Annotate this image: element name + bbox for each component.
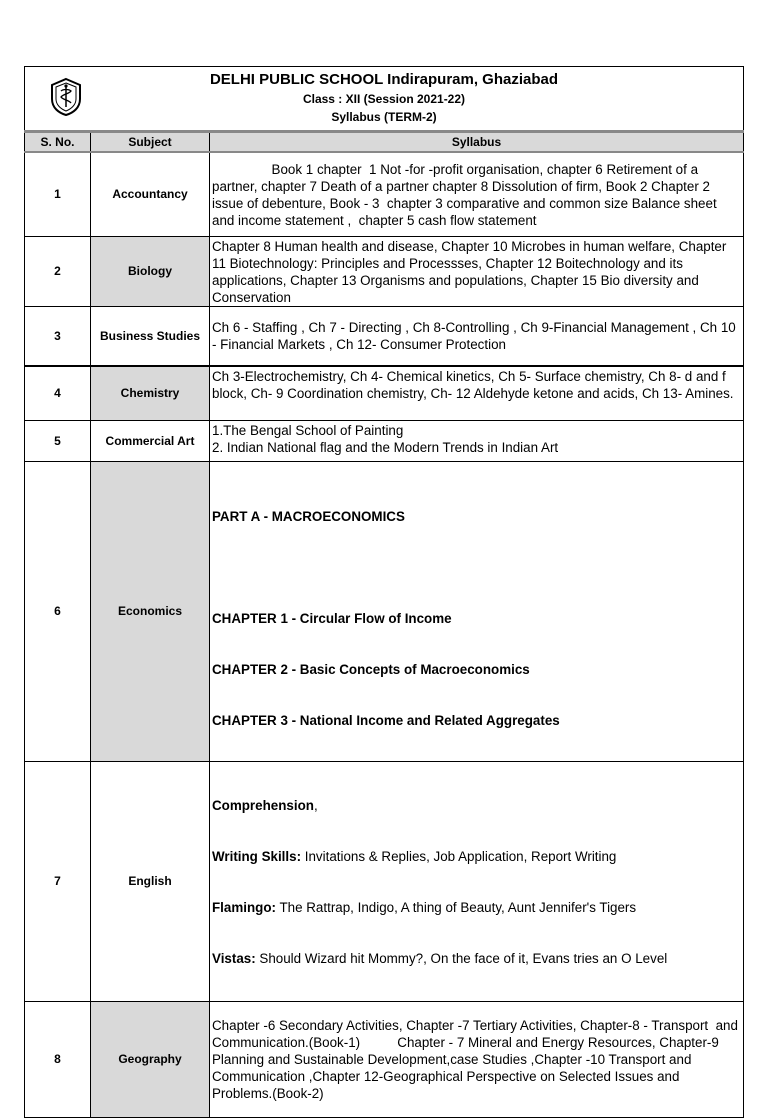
list-item: PART A - MACROECONOMICS xyxy=(212,508,405,524)
subject-name: Accountancy xyxy=(91,152,210,236)
row-number: 7 xyxy=(25,761,91,1001)
subject-name: Biology xyxy=(91,236,210,306)
class-line: Class : XII (Session 2021-22) xyxy=(302,92,466,106)
column-header-syllabus: Syllabus xyxy=(210,132,744,153)
syllabus-sheet xyxy=(24,66,744,1118)
row-number: 2 xyxy=(25,236,91,306)
column-header-sno: S. No. xyxy=(25,132,91,153)
row-number: 8 xyxy=(25,1001,91,1117)
item-text: The Rattrap, Indigo, A thing of Beauty, Aunt Jennifer's Tigers xyxy=(275,899,637,915)
item-label: Comprehension xyxy=(212,797,314,813)
item-label: Flamingo: xyxy=(212,899,276,915)
syllabus-text: Book 1 chapter 1 Not -for -profit organisation, chapter 6 Retirement of a partner, chapter 7 Death of a partner chapter 8 Dissolution of firm, Book 2 Chapter 2 issue of debenture, Book - 3 chapter 3 comparative and common size Balance sheet and income statement , chapter 5 cash flow statement xyxy=(210,152,744,236)
term-line: Syllabus (TERM-2) xyxy=(331,110,437,124)
row-number: 1 xyxy=(25,152,91,236)
document-header xyxy=(24,66,744,130)
table-row xyxy=(25,366,744,420)
table-row xyxy=(25,1001,744,1117)
list-item xyxy=(212,848,741,865)
table-header-row xyxy=(25,132,744,153)
syllabus-text xyxy=(210,461,744,761)
item-label: Writing Skills: xyxy=(212,848,302,864)
list-item xyxy=(212,899,741,916)
subject-name: Geography xyxy=(91,1001,210,1117)
list-item xyxy=(212,797,741,814)
list-item: CHAPTER 1 - Circular Flow of Income xyxy=(212,610,452,626)
row-number: 3 xyxy=(25,306,91,366)
table-row xyxy=(25,152,744,236)
list-item xyxy=(212,559,741,576)
syllabus-text: Chapter -6 Secondary Activities, Chapter -7 Tertiary Activities, Chapter-8 - Transport and Communication.(Book-1) Chapter - 7 Mineral and Energy Resources, Chapter-9 Planning and Sustainable Development,case Studies ,Chapter -10 Transport and Communication ,Chapter 12-Geographical Perspective on Selected Issues and Problems.(Book-2) xyxy=(210,1001,744,1117)
row-number: 5 xyxy=(25,420,91,461)
column-header-subject: Subject xyxy=(91,132,210,153)
item-label: Vistas: xyxy=(212,950,256,966)
table-row xyxy=(25,236,744,306)
subject-name: Commercial Art xyxy=(91,420,210,461)
table-row xyxy=(25,306,744,366)
row-number: 4 xyxy=(25,366,91,420)
syllabus-text xyxy=(210,761,744,1001)
item-text: Should Wizard hit Mommy?, On the face of it, Evans tries an O Level xyxy=(255,950,668,966)
syllabus-text: 1.The Bengal School of Painting 2. Indian National flag and the Modern Trends in Indian Art xyxy=(210,420,744,461)
syllabus-text: Ch 6 - Staffing , Ch 7 - Directing , Ch 8-Controlling , Ch 9-Financial Management , Ch 10 - Financial Markets , Ch 12- Consumer Protection xyxy=(210,306,744,366)
table-row xyxy=(25,761,744,1001)
school-name: DELHI PUBLIC SCHOOL Indirapuram, Ghaziabad xyxy=(209,71,559,88)
item-text: , xyxy=(313,797,318,813)
syllabus-text: Chapter 8 Human health and disease, Chapter 10 Microbes in human welfare, Chapter 11 Biotechnology: Principles and Processses, Chapter 12 Boitechnology and its applications, Chapter 13 Organisms and populations, Chapter 15 Bio diversity and Conservation xyxy=(210,236,744,306)
syllabus-table xyxy=(24,130,744,1118)
list-item: CHAPTER 2 - Basic Concepts of Macroeconomics xyxy=(212,661,530,677)
list-item xyxy=(212,950,741,967)
subject-name: Business Studies xyxy=(91,306,210,366)
list-item: CHAPTER 3 - National Income and Related Aggregates xyxy=(212,712,560,728)
item-text: Invitations & Replies, Job Application, Report Writing xyxy=(301,848,617,864)
table-row xyxy=(25,461,744,761)
subject-name: Chemistry xyxy=(91,366,210,420)
subject-name: English xyxy=(91,761,210,1001)
table-row xyxy=(25,420,744,461)
row-number: 6 xyxy=(25,461,91,761)
syllabus-text: Ch 3-Electrochemistry, Ch 4- Chemical kinetics, Ch 5- Surface chemistry, Ch 8- d and f block, Ch- 9 Coordination chemistry, Ch- 12 Aldehyde ketone and acids, Ch 13- Amines. xyxy=(210,366,744,420)
subject-name: Economics xyxy=(91,461,210,761)
